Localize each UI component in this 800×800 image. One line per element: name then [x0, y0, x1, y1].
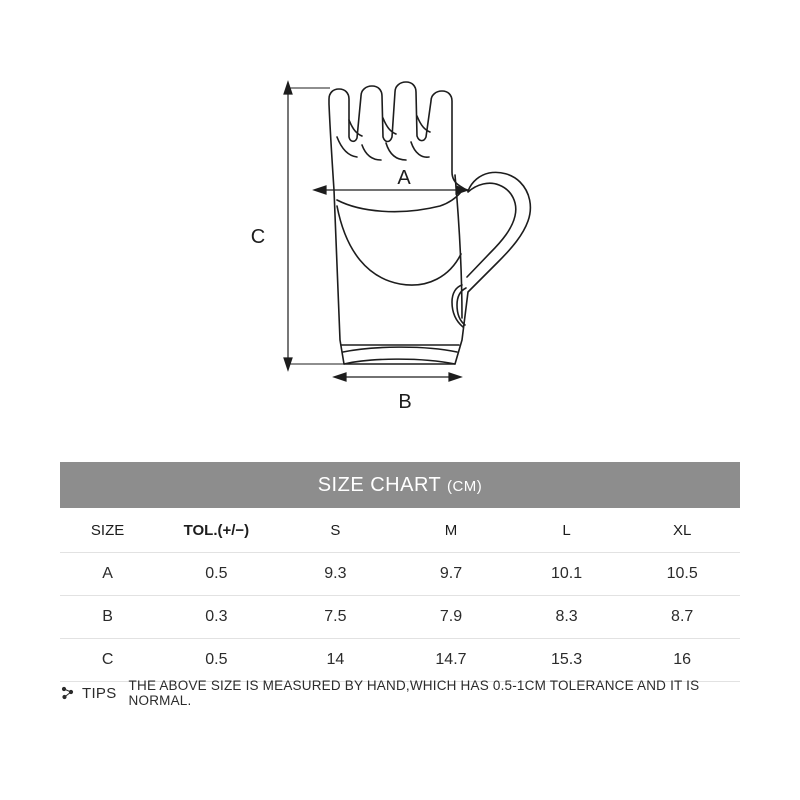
column-header-xl: XL [624, 508, 740, 553]
size-table-body [60, 553, 740, 682]
size-table [60, 508, 740, 682]
tips-icon [60, 685, 76, 701]
column-header-tolerance: TOL.(+/−) [155, 508, 277, 553]
size-table-head [60, 508, 740, 553]
row-label-c: C [60, 639, 155, 682]
tips-label: TIPS [82, 684, 117, 702]
table-row [60, 639, 740, 682]
cell-c-tolerance: 0.5 [155, 639, 277, 682]
tips-text: THE ABOVE SIZE IS MEASURED BY HAND,WHICH HAS 0.5-1CM TOLERANCE AND IT IS NORMAL. [128, 678, 700, 708]
column-header-l: L [509, 508, 625, 553]
tips-row [60, 678, 760, 708]
column-header-s: S [278, 508, 394, 553]
cell-b-l: 8.3 [509, 596, 625, 639]
size-chart-title-text: SIZE CHART [317, 474, 441, 496]
cell-a-xl: 10.5 [624, 553, 740, 596]
size-chart-title [60, 462, 740, 508]
table-header-row [60, 508, 740, 553]
table-row [60, 553, 740, 596]
cell-b-xl: 8.7 [624, 596, 740, 639]
cell-c-m: 14.7 [393, 639, 509, 682]
dimension-label-a: A [397, 167, 411, 189]
cell-a-m: 9.7 [393, 553, 509, 596]
table-row [60, 596, 740, 639]
cell-b-s: 7.5 [278, 596, 394, 639]
cell-b-m: 7.9 [393, 596, 509, 639]
cell-c-s: 14 [278, 639, 394, 682]
row-label-a: A [60, 553, 155, 596]
dimension-label-b: B [398, 391, 412, 413]
cell-a-s: 9.3 [278, 553, 394, 596]
cell-c-xl: 16 [624, 639, 740, 682]
cell-a-tolerance: 0.5 [155, 553, 277, 596]
dimension-label-c: C [250, 226, 266, 248]
row-label-b: B [60, 596, 155, 639]
size-chart-title-unit: (CM) [446, 478, 483, 495]
column-header-size: SIZE [60, 508, 155, 553]
cell-a-l: 10.1 [509, 553, 625, 596]
column-header-m: M [393, 508, 509, 553]
size-chart-table-wrap [60, 462, 740, 682]
cell-b-tolerance: 0.3 [155, 596, 277, 639]
cell-c-l: 15.3 [509, 639, 625, 682]
